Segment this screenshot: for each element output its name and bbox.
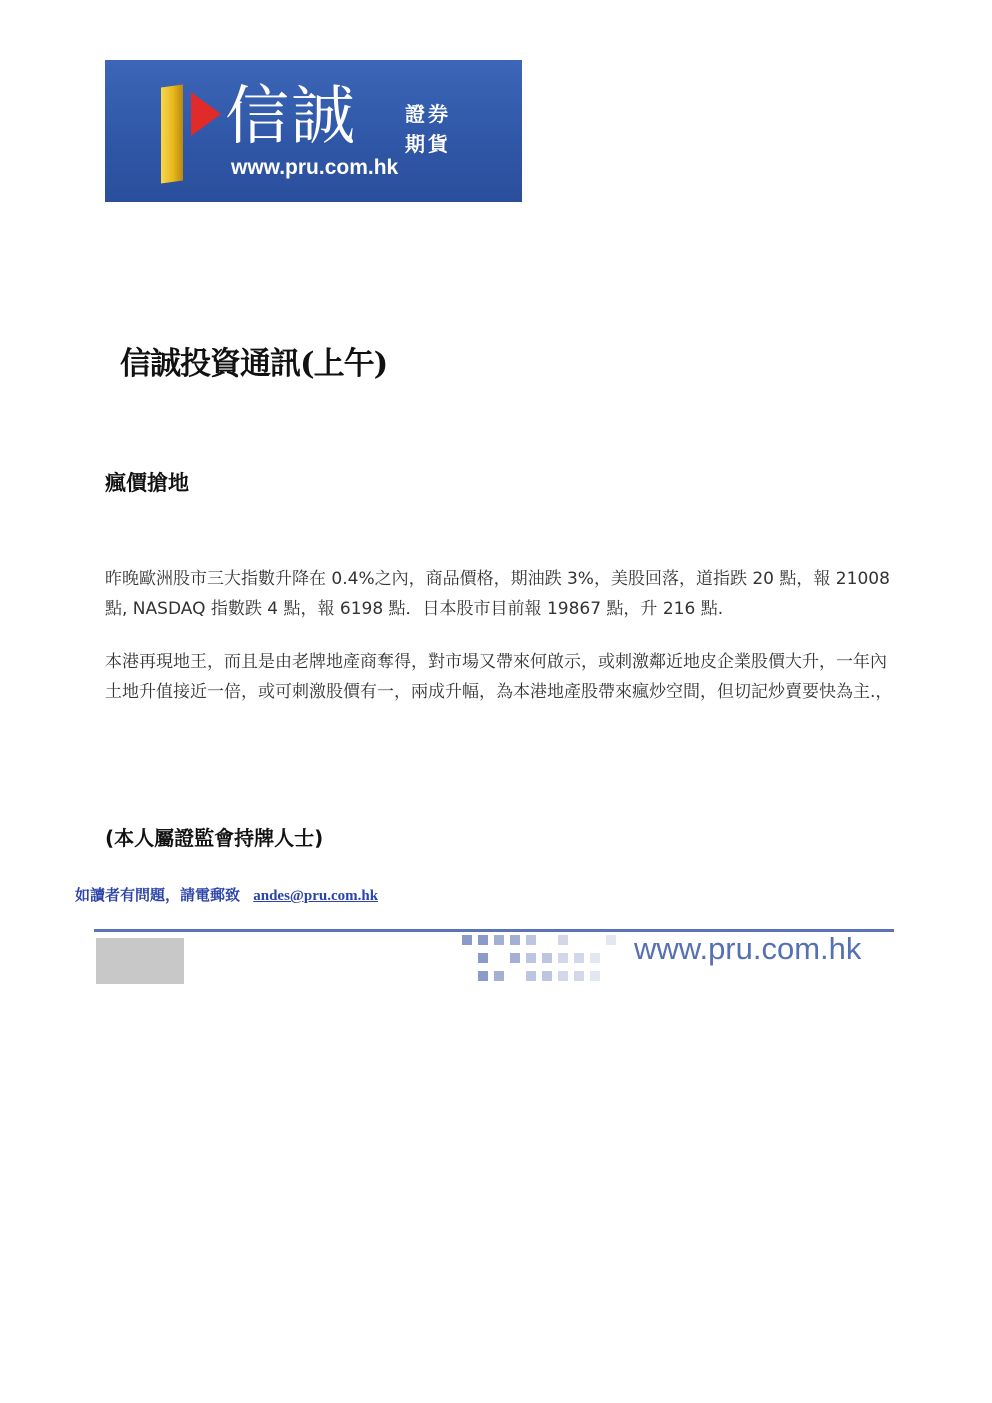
- license-note: (本人屬證監會持牌人士): [105, 826, 324, 850]
- logo-sub-line2: 期貨: [405, 132, 451, 156]
- paragraph-market: 昨晚歐洲股市三大指數升降在 0.4%之內，商品價格，期油跌 3%，美股回落，道指跌 20 點，報 21008 點, NASDAQ 指數跌 4 點，報 6198 點．日本股市目前報 19867 點，升 216 點.: [105, 569, 890, 619]
- pattern-square: [606, 935, 616, 945]
- company-logo: [105, 60, 522, 202]
- pattern-square: [590, 953, 600, 963]
- contact-prefix: 如讀者有問題，請電郵致: [75, 886, 241, 904]
- pattern-square: [462, 935, 472, 945]
- pattern-square: [510, 953, 520, 963]
- pattern-square: [526, 953, 536, 963]
- logo-bar-icon: [161, 84, 183, 183]
- footer-gray-box: [96, 938, 184, 984]
- logo-url: www.pru.com.hk: [231, 156, 399, 179]
- page-title: 信誠投資通訊(上午): [120, 346, 388, 382]
- pattern-square: [558, 953, 568, 963]
- pattern-square: [558, 971, 568, 981]
- logo-flag-icon: [191, 92, 221, 136]
- pattern-square: [542, 953, 552, 963]
- pattern-square: [526, 935, 536, 945]
- footer-pattern-icon: [462, 935, 632, 987]
- logo-sub-line1: 證券: [405, 102, 451, 126]
- pattern-square: [574, 953, 584, 963]
- paragraph-property: 本港再現地王，而且是由老牌地產商奪得，對市場又帶來何啟示，或刺激鄰近地皮企業股價大升，一年內土地升值接近一倍，或可刺激股價有一，兩成升幅，為本港地產股帶來瘋炒空間，但切記炒賣要快為主.，: [105, 652, 893, 702]
- pattern-square: [510, 935, 520, 945]
- pattern-square: [494, 935, 504, 945]
- pattern-square: [526, 971, 536, 981]
- pattern-square: [478, 971, 488, 981]
- logo-name: 信誠: [225, 80, 357, 154]
- pattern-square: [542, 971, 552, 981]
- contact-line: [75, 884, 378, 905]
- pattern-square: [494, 971, 504, 981]
- pattern-square: [574, 971, 584, 981]
- contact-email-link[interactable]: andes@pru.com.hk: [253, 888, 379, 904]
- pattern-square: [558, 935, 568, 945]
- pattern-square: [478, 935, 488, 945]
- pattern-square: [478, 953, 488, 963]
- section-title: 瘋價搶地: [105, 471, 189, 495]
- footer-url: www.pru.com.hk: [634, 931, 862, 966]
- pattern-square: [590, 971, 600, 981]
